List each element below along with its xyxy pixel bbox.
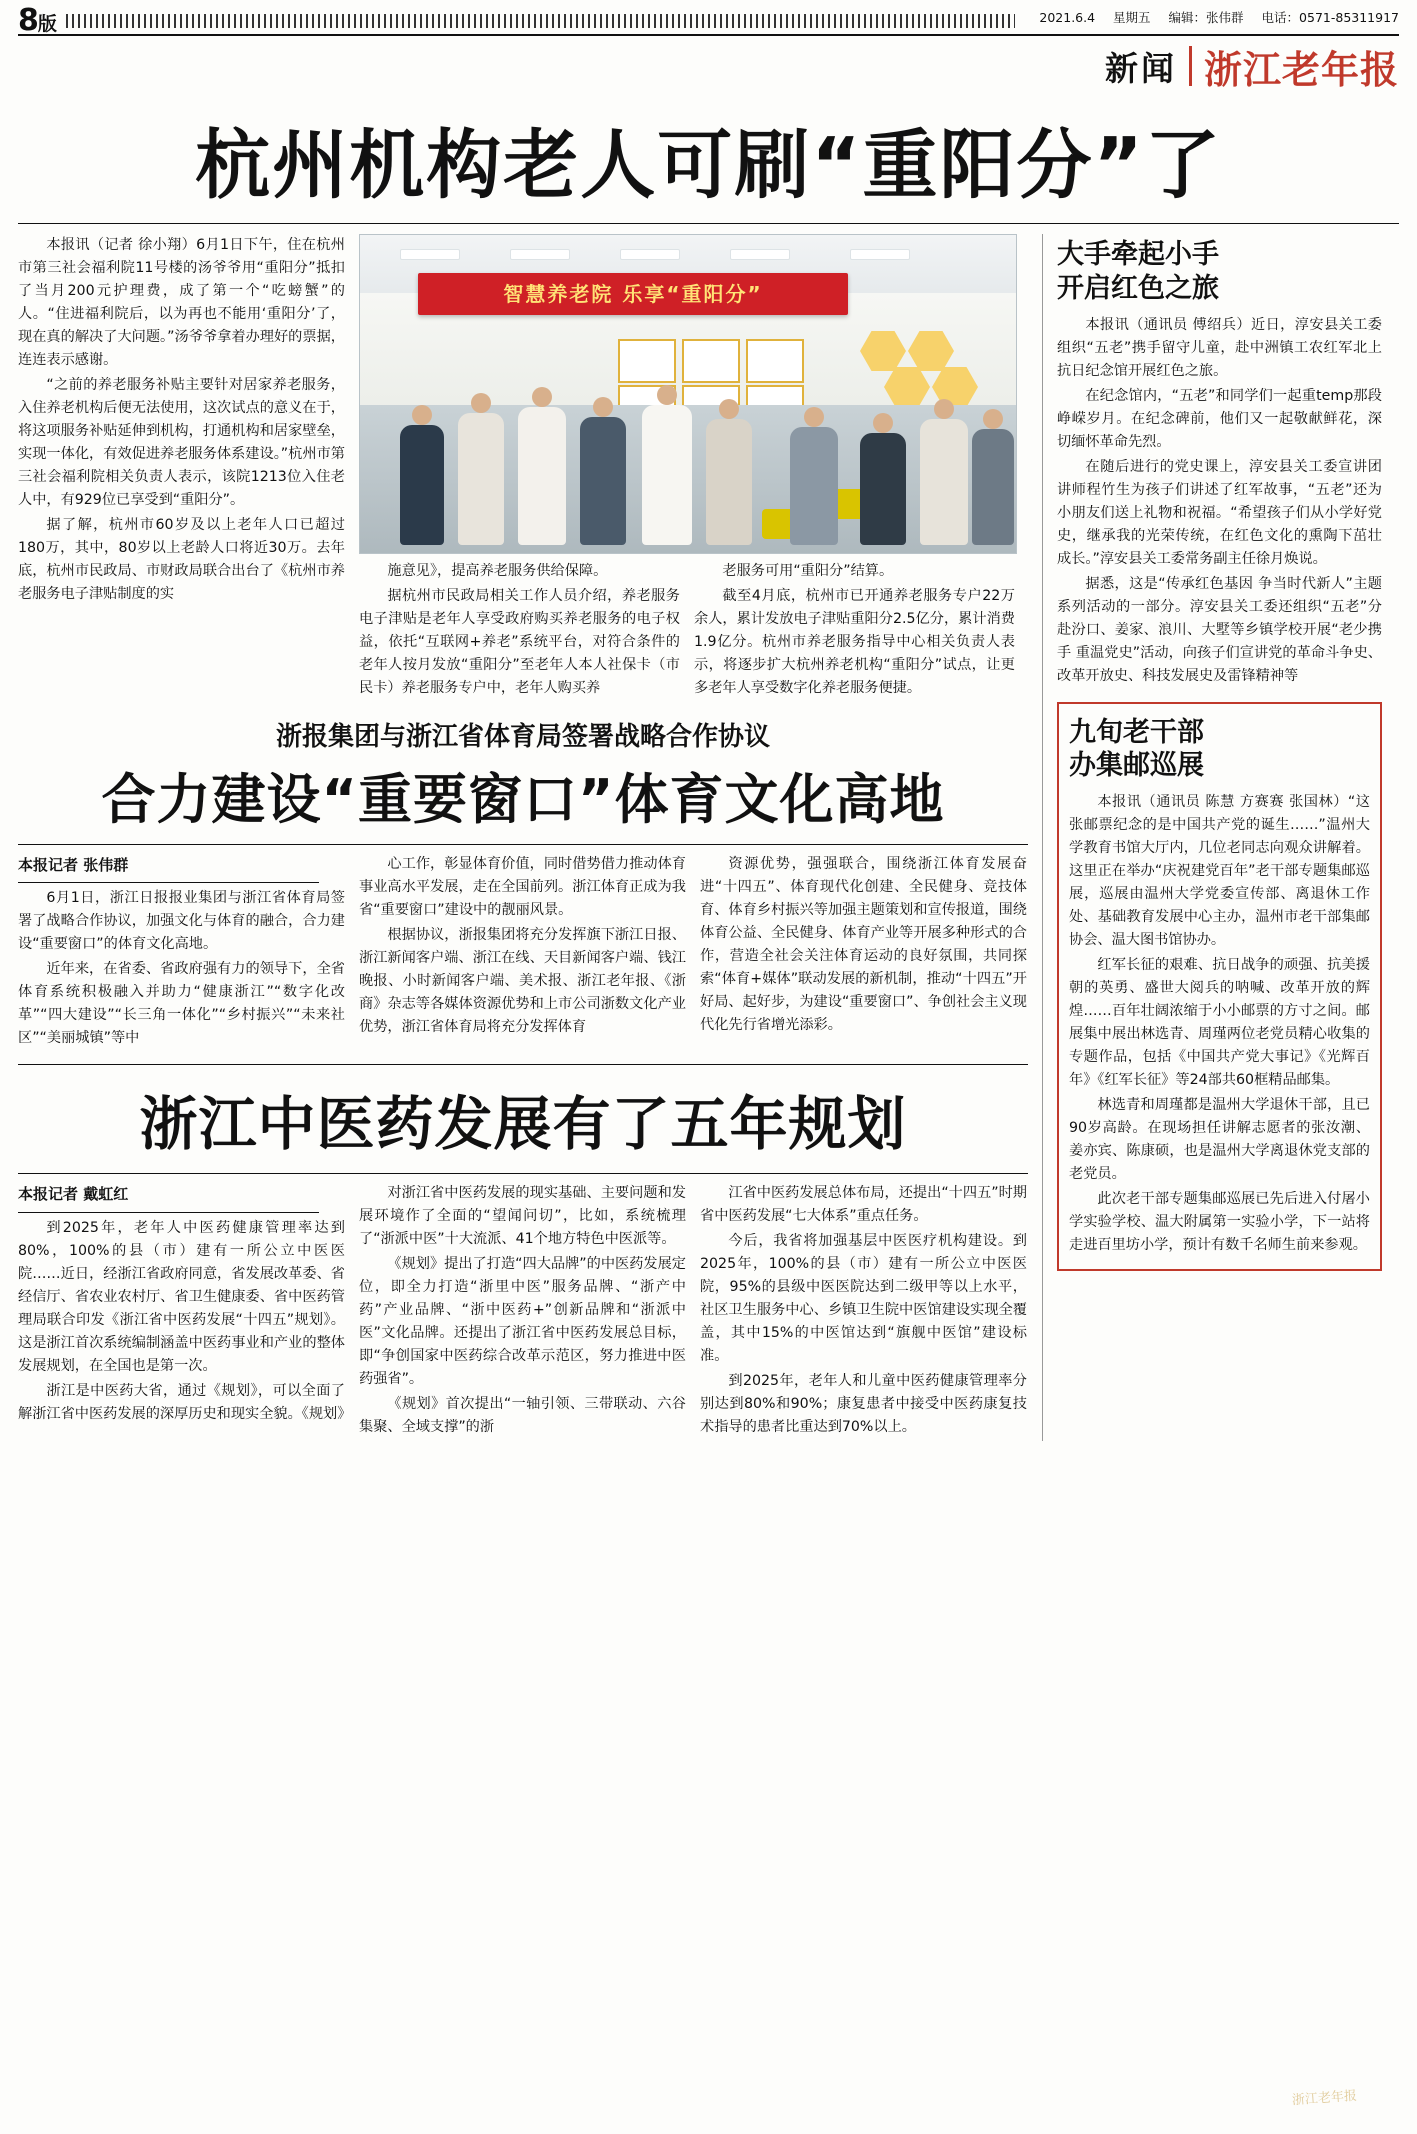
paragraph: 老服务可用“重阳分”结算。 xyxy=(722,563,894,579)
story-2-subhead: 浙报集团与浙江省体育局签署战略合作协议 xyxy=(275,722,770,752)
masthead xyxy=(18,3,1399,38)
ceiling-lamp-icon xyxy=(400,249,460,260)
person-figure xyxy=(642,405,692,545)
lead-story xyxy=(18,234,1028,702)
paragraph: 今后，我省将加强基层中医医疗机构建设。到2025年，100%的县（市）建有一所公立中医医院，95%的县级中医医院达到二级甲等以上水平，社区卫生服务中心、乡镇卫生院中医馆建设实现全覆盖，其中15%的中医馆达到“旗舰中医馆”建设标准。 xyxy=(700,1233,1027,1365)
page-body xyxy=(18,234,1399,1441)
ceiling-lamp-icon xyxy=(620,249,680,260)
side-story-1-title-line2: 开启红色之旅 xyxy=(1057,272,1219,304)
story-2-headline: 合力建设“重要窗口”体育文化高地 xyxy=(101,768,945,831)
paragraph: 林选青和周瑾都是温州大学退休干部，且已90岁高龄。在现场担任讲解志愿者的张汝潮、姜亦宾、陈康硕，也是温州大学离退休党支部的老党员。 xyxy=(1069,1097,1370,1182)
rule-above-story-3 xyxy=(18,1064,1028,1065)
paragraph: 本报讯（记者 徐小翔）6月1日下午，住在杭州市第三社会福利院11号楼的汤爷爷用“重阳分”抵扣了当月200元护理费，成了第一个“吃螃蟹”的人。“住进福利院后，以为再也不能用‘重阳分’了，现在真的解决了大问题。”汤爷爷拿着办理好的票据，连连表示感谢。 xyxy=(18,237,345,368)
wall-frame-icon xyxy=(682,339,740,383)
story-3-col2 xyxy=(359,1182,686,1441)
page-number-value: 8 xyxy=(18,3,38,38)
masthead-info xyxy=(1025,8,1399,28)
person-head-icon xyxy=(804,407,824,427)
right-zone xyxy=(1042,234,1382,1441)
lead-story-photo xyxy=(359,234,1017,554)
side-story-2-title-line1: 九旬老干部 xyxy=(1069,716,1204,748)
paragraph: 在随后进行的党史课上，淳安县关工委宣讲团讲师程竹生为孩子们讲述了红军故事，“五老”还为小朋友们送上礼物和祝福。“希望孩子们从小学好党史，继承我的光荣传统，在红色文化的熏陶下茁壮成长。”淳安县关工委常务副主任徐月焕说。 xyxy=(1057,458,1382,567)
photo-banner-text: 智慧养老院 乐享“重阳分” xyxy=(418,273,848,315)
paragraph: 据杭州市民政局相关工作人员介绍，养老服务电子津贴是老年人享受政府购买养老服务的电子权益，依托“互联网+养老”系统平台，对符合条件的老年人按月发放“重阳分”至老年人本人社保卡（市民卡）养老服务专户中，老年人购买养 xyxy=(359,588,680,696)
masthead-hatch-rule xyxy=(66,14,1016,28)
story-3-byline: 本报记者 戴虹红 xyxy=(18,1182,319,1212)
ceiling-lamp-icon xyxy=(850,249,910,260)
story-2-columns xyxy=(18,853,1028,1052)
side-story-1-title xyxy=(1057,238,1382,306)
wall-frame-icon xyxy=(746,339,804,383)
nameplate-divider-icon xyxy=(1189,46,1192,86)
story-2 xyxy=(18,716,1028,1052)
person-figure xyxy=(920,419,968,545)
person-head-icon xyxy=(532,387,552,407)
story-2-col2 xyxy=(359,853,686,1052)
lead-story-col1 xyxy=(18,234,345,702)
paragraph: 据了解，杭州市60岁及以上老年人口已超过180万，其中，80岁以上老龄人口将近30万。去年底，杭州市民政局、市财政局联合出台了《杭州市养老服务电子津贴制度的实 xyxy=(18,517,345,602)
person-figure xyxy=(580,417,626,545)
person-head-icon xyxy=(471,393,491,413)
ceiling-lamp-icon xyxy=(510,249,570,260)
rule-under-story-2-headline xyxy=(18,844,1028,845)
page-number xyxy=(18,3,56,38)
side-story-2-title-line2: 办集邮巡展 xyxy=(1069,750,1204,782)
paper-title: 浙江老年报 xyxy=(1203,46,1399,92)
person-figure xyxy=(790,427,838,545)
paragraph: 《规划》提出了打造“四大品牌”的中医药发展定位，即全力打造“浙里中医”服务品牌、“浙产中药”产业品牌、“浙中医药+”创新品牌和“浙派中医”文化品牌。还提出了浙江省中医药发展总目标，即“争创国家中医药综合改革示范区，努力推进中医药强省”。 xyxy=(359,1256,686,1388)
person-figure xyxy=(518,407,566,545)
masthead-date: 2021.6.4 xyxy=(1039,10,1096,25)
paragraph: 根据协议，浙报集团将充分发挥旗下浙江日报、浙江新闻客户端、浙江在线、天目新闻客户端、钱江晚报、小时新闻客户端、美术报、浙江老年报、《浙商》杂志等各媒体资源优势和上市公司浙数文化产业优势，浙江省体育局将充分发挥体育 xyxy=(359,927,686,1035)
rule-under-headline xyxy=(18,223,1399,224)
paragraph: 红军长征的艰难、抗日战争的顽强、抗美援朝的英勇、盛世大阅兵的呐喊、改革开放的辉煌……百年壮阔浓缩于小小邮票的方寸之间。邮展集中展出林选青、周瑾两位老党员精心收集的专题作品，包括《中国共产党大事记》《光辉百年》《红军长征》等24部共60框精品邮集。 xyxy=(1069,957,1370,1088)
newspaper-page xyxy=(0,3,1417,2134)
paragraph: 近年来，在省委、省政府强有力的领导下，全省体育系统积极融入并助力“健康浙江”“数字化改革”“四大建设”“长三角一体化”“乡村振兴”“未来社区”“美丽城镇”等中 xyxy=(18,961,345,1047)
lead-headline: 杭州机构老人可刷“重阳分”了 xyxy=(195,121,1222,209)
masthead-phone: 电话：0571-85311917 xyxy=(1261,10,1399,25)
ceiling-lamp-icon xyxy=(730,249,790,260)
side-story-2 xyxy=(1057,702,1382,1272)
side-story-2-title xyxy=(1069,716,1370,784)
story-2-byline: 本报记者 张伟群 xyxy=(18,853,319,883)
story-2-col3 xyxy=(700,853,1027,1052)
person-head-icon xyxy=(934,399,954,419)
left-zone xyxy=(18,234,1028,1441)
page-bottom-fade xyxy=(0,2112,1417,2134)
story-3-col1 xyxy=(18,1182,352,1441)
paragraph: 据悉，这是“传承红色基因 争当时代新人”主题系列活动的一部分。淳安县关工委还组织“五老”分赴汾口、姜家、浪川、大墅等乡镇学校开展“老少携手 重温党史”活动，向孩子们宣讲党的革命斗争史、改革开放史、科技发展史及雷锋精神等 xyxy=(1057,575,1382,684)
wall-frame-icon xyxy=(618,339,676,383)
story-3-headline: 浙江中医药发展有了五年规划 xyxy=(139,1090,907,1159)
paragraph: 《规划》首次提出“一轴引领、三带联动、六谷集聚、全域支撑”的浙 xyxy=(359,1396,686,1436)
lead-story-subcolumns xyxy=(359,560,1015,702)
paragraph: 本报讯（通讯员 陈慧 方赛赛 张国林）“这张邮票纪念的是中国共产党的诞生……”温州大学教育书馆大厅内，几位老同志向观众讲解着。这里正在举办“庆祝建党百年”老干部专题集邮巡展，巡展由温州大学党委宣传部、离退休工作处、基础教育发展中心主办，温州市老干部集邮协会、温大图书馆协办。 xyxy=(1069,794,1370,948)
person-figure xyxy=(458,413,504,545)
story-3 xyxy=(18,1064,1028,1441)
rule-under-story-3-headline xyxy=(18,1173,1028,1174)
person-head-icon xyxy=(657,385,677,405)
side-story-1-body xyxy=(1057,314,1382,688)
lead-story-col2 xyxy=(359,560,680,702)
paragraph: 江省中医药发展总体布局，还提出“十四五”时期省中医药发展“七大体系”重点任务。 xyxy=(700,1185,1027,1225)
paragraph: 此次老干部专题集邮巡展已先后进入付屠小学实验学校、温大附属第一实验小学，下一站将走进百里坊小学，预计有数千名师生前来参观。 xyxy=(1069,1191,1370,1253)
paragraph: 本报讯（通讯员 傅绍兵）近日，淳安县关工委组织“五老”携手留守儿童，赴中洲镇工农红军北上抗日纪念馆开展红色之旅。 xyxy=(1057,316,1382,379)
masthead-weekday: 星期五 xyxy=(1113,10,1151,25)
paragraph: 施意见》，提高养老服务供给保障。 xyxy=(387,563,608,579)
paragraph: 浙江是中医药大省，通过《规划》，可以全面了解浙江省中医药发展的深厚历史和现实全貌。《规划》 xyxy=(18,1382,352,1422)
side-story-2-body xyxy=(1069,791,1370,1257)
lead-story-col3 xyxy=(694,560,1015,702)
paragraph: “之前的养老服务补贴主要针对居家养老服务，入住养老机构后便无法使用，这次试点的意义在于，将这项服务补贴延伸到机构，打通机构和居家壁垒，实现一体化，有效促进养老服务体系建设。”杭州市第三社会福利院相关负责人表示，该院1213位入住老人中，有929位已享受到“重阳分”。 xyxy=(18,377,345,508)
watermark: 浙江老年报 xyxy=(1291,2088,1358,2108)
paragraph: 6月1日，浙江日报报业集团与浙江省体育局签署了战略合作协议，加强文化与体育的融合，合力建设“重要窗口”的体育文化高地。 xyxy=(18,890,345,953)
person-figure xyxy=(972,429,1014,545)
paragraph: 到2025年，老年人中医药健康管理率达到80%，100%的县（市）建有一所公立中医医院……近日，经浙江省政府同意，省发展改革委、省经信厅、省农业农村厅、省卫生健康委、省中医药管理局联合印发《浙江省中医药发展“十四五”规划》。这是浙江首次系统编制涵盖中医药事业和产业的整体发展规划，在全国也是第一次。 xyxy=(18,1219,345,1374)
story-3-columns xyxy=(18,1182,1028,1441)
story-2-col1 xyxy=(18,853,345,1052)
paragraph: 在纪念馆内，“五老”和同学们一起重temp那段峥嵘岁月。在纪念碑前，他们又一起敬献鲜花，深切缅怀革命先烈。 xyxy=(1057,387,1382,450)
masthead-editor: 编辑：张伟群 xyxy=(1168,10,1244,25)
person-figure xyxy=(706,419,752,545)
nameplate xyxy=(18,42,1399,90)
story-3-col3 xyxy=(700,1182,1027,1441)
paragraph: 到2025年，老年人和儿童中医药健康管理率分别达到80%和90%；康复患者中接受中医药康复技术指导的患者比重达到70%以上。 xyxy=(700,1373,1027,1436)
paragraph: 资源优势，强强联合，围绕浙江体育发展奋进“十四五”、体育现代化创建、全民健身、竞技体育、体育乡村振兴等加强主题策划和宣传报道，围绕体育公益、全民健身、体育产业等开展多种形式的合作，营造全社会关注体育运动的良好氛围，共同探索“体育+媒体”联动发展的新机制，推动“十四五”开好局、起好步，为建设“重要窗口”、争创社会主义现代化先行省增光添彩。 xyxy=(700,856,1027,1033)
paragraph: 心工作，彰显体育价值，同时借势借力推动体育事业高水平发展，走在全国前列。浙江体育正成为我省“重要窗口”建设中的靓丽风景。 xyxy=(359,856,686,918)
paragraph: 对浙江省中医药发展的现实基础、主要问题和发展环境作了全面的“望闻问切”，比如，系统梳理了“浙派中医”十大流派、41个地方特色中医派等。 xyxy=(359,1185,686,1248)
page-number-unit: 版 xyxy=(37,13,56,35)
person-head-icon xyxy=(412,405,432,425)
person-head-icon xyxy=(873,413,893,433)
lead-story-right-block xyxy=(359,234,1015,702)
person-figure xyxy=(860,433,906,545)
section-label: 新闻 xyxy=(1104,48,1177,88)
side-story-1 xyxy=(1057,238,1382,688)
paragraph: 截至4月底，杭州市已开通养老服务专户22万余人，累计发放电子津贴重阳分2.5亿分，累计消费1.9亿分。杭州市养老服务指导中心相关负责人表示，将逐步扩大杭州养老机构“重阳分”试点，让更多老年人享受数字化养老服务便捷。 xyxy=(694,588,1015,696)
person-head-icon xyxy=(719,399,739,419)
side-story-1-title-line1: 大手牵起小手 xyxy=(1057,239,1219,270)
person-head-icon xyxy=(593,397,613,417)
person-figure xyxy=(400,425,444,545)
person-head-icon xyxy=(983,409,1003,429)
